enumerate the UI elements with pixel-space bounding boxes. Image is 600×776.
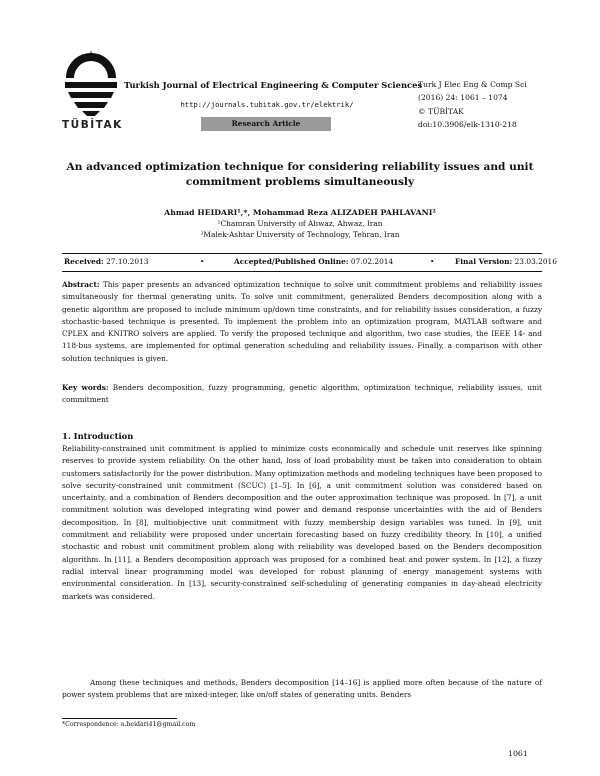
abstract-label: Abstract: <box>62 280 100 289</box>
citation-doi[interactable]: doi:10.3906/elk-1310-218 <box>418 119 517 129</box>
page-number: 1061 <box>508 749 528 758</box>
authors: Ahmad HEIDARI¹,*, Mohammad Reza ALIZADEH PAHLAVANI² <box>164 208 436 217</box>
keywords-text: Benders decomposition, fuzzy programming, genetic algorithm, optimization technique, reliability issues, unit commitment <box>62 383 542 405</box>
dates-rule-top <box>62 253 542 254</box>
article-type-badge: Research Article <box>201 117 331 131</box>
abstract-text: This paper presents an advanced optimization technique to solve unit commitment problems and reliability issues simultaneously for thermal generating units. To solve unit commitment, generalized Benders decomposition along with a genetic algorithm are proposed to include minimum up/down time constraints, and for reliability issues consideration, a fuzzy stochastic-based technique is presented. To implement the problem into an optimization program, MATLAB software and CPLEX and KNITRO solvers are applied. To verify the proposed technique and algorithm, two case studies, the IEEE 14- and 118-bus systems, are implemented for optimal generation scheduling and reliability issues. Finally, a comparison with other solution techniques is given. <box>62 280 542 363</box>
journal-title: Turkish Journal of Electrical Engineering & Computer Sciences <box>124 80 423 90</box>
abstract <box>62 279 542 365</box>
intro-paragraph-2: Among these techniques and methods, Benders decomposition [14–16] is applied more often because of the nature of power system problems that are mixed-integer, like on/off states of generating units. Benders <box>62 678 542 700</box>
keywords <box>62 382 542 407</box>
correspondence-footnote: *Correspondence: a.heidari41@gmail.com <box>62 721 196 728</box>
received-date: Received: 27.10.2013 <box>64 257 149 266</box>
paper-title: An advanced optimization technique for considering reliability issues and unit commitment problems simultaneously <box>66 161 534 189</box>
citation-journal: Turk J Elec Eng & Comp Sci <box>418 80 527 89</box>
dates-rule-bottom <box>62 271 542 272</box>
accepted-date: Accepted/Published Online: 07.02.2014 <box>234 257 394 266</box>
citation-block <box>418 78 527 131</box>
footnote-rule <box>62 718 177 719</box>
journal-url[interactable]: http://journals.tubitak.gov.tr/elektrik/ <box>180 100 354 109</box>
date-separator: • <box>200 257 205 266</box>
tubitak-logo-icon <box>62 48 120 118</box>
citation-copyright: © TÜBİTAK <box>418 106 464 116</box>
affiliation-2: ²Malek-Ashtar University of Technology, Tehran, Iran <box>200 230 400 239</box>
citation-volume: (2016) 24: 1061 – 1074 <box>418 93 508 103</box>
final-version-date: Final Version: 23.03.2016 <box>455 257 557 266</box>
intro-paragraph-1: Reliability-constrained unit commitment is applied to minimize costs economically and schedule unit reserves like spinning reserves to provide system reliability. On the other hand, loss of load probability must be taken into consideration to obtain customers satisfactorily for the power distribution. Many optimization methods and modeling techniques have been proposed to solve security-constrained unit commitment (SCUC) [1–5]. In [6], a unit commitment solution was considered based on uncertainty, and a combination of Benders decomposition and the outer approximation technique was proposed. In [7], a unit commitment solution was developed integrating wind power and demand response uncertainties with the aid of Benders decomposition. In [8], multiobjective unit commitment with fuzzy membership design variables was tuned. In [9], unit commitment and reliability were proposed under uncertain forecasting based on fuzzy credibility theory. In [10], a unified stochastic and robust unit commitment problem along with reliability was developed based on the Benders decomposition algorithm. In [11], a Benders decomposition approach was proposed for a combined heat and power system. In [12], a fuzzy radial interval linear programming model was developed for robust planning of energy management systems with environmental consideration. In [13], security-constrained self-scheduling of generating companies in day-ahead electricity markets was considered. <box>62 444 542 601</box>
section-heading: 1. Introduction <box>62 431 134 441</box>
dates-band <box>62 257 557 269</box>
logo-text: TÜBİTAK <box>62 119 123 131</box>
date-separator: • <box>430 257 435 266</box>
keywords-label: Key words: <box>62 383 109 392</box>
affiliation-1: ¹Chamran University of Ahwaz, Ahwaz, Iran <box>217 219 383 228</box>
